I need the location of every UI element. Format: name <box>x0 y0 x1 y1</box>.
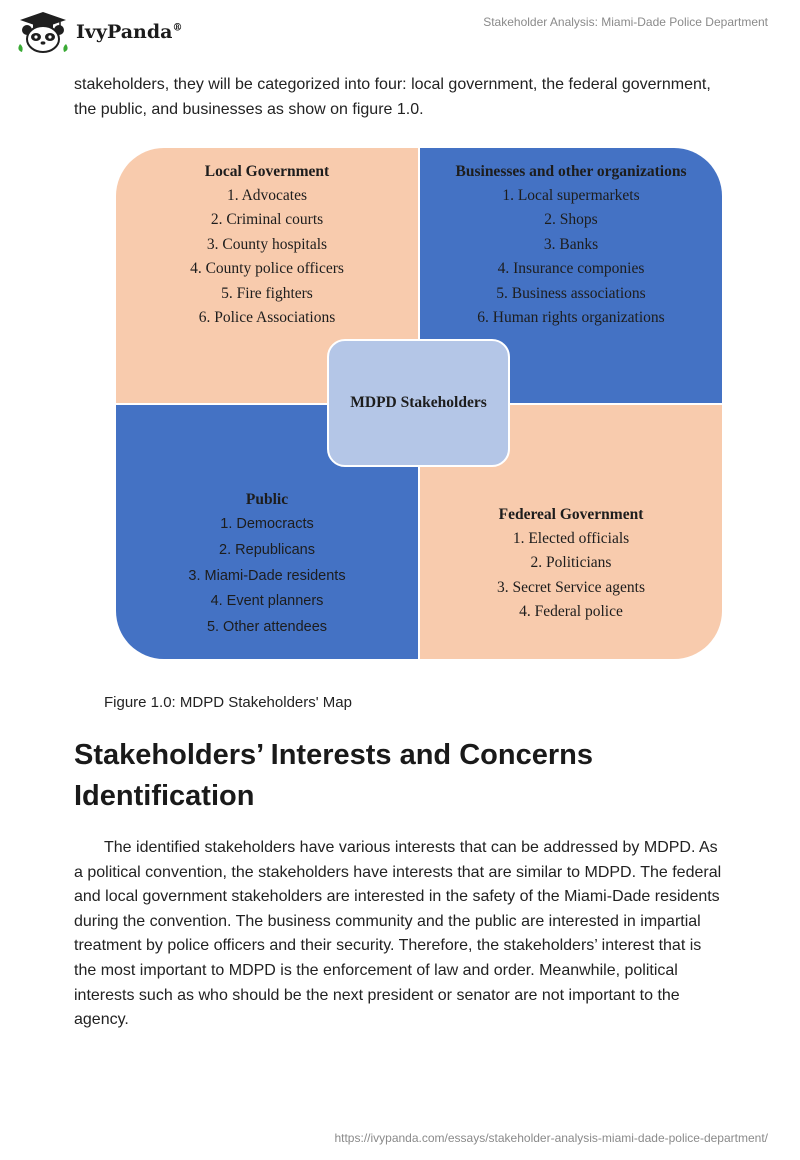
list-item: 5. Other attendees <box>206 619 328 636</box>
list-item: 2. Republicans <box>219 541 315 558</box>
list-item: 5. Fire fighters <box>221 284 313 302</box>
figure-caption: Figure 1.0: MDPD Stakeholders' Map <box>104 694 352 711</box>
public-list <box>116 488 418 641</box>
public-title: Public <box>245 491 289 508</box>
list-item: 4. Event planners <box>210 593 324 610</box>
list-item: 1. Democracts <box>220 516 314 532</box>
list-item: 1. Advocates <box>226 187 308 204</box>
list-item: 6. Police Associations <box>198 309 336 327</box>
panda-mascot-icon <box>14 10 72 54</box>
list-item: 4. Insurance componies <box>497 260 645 278</box>
local-government-title: Local Government <box>204 163 330 180</box>
list-item: 4. County police officers <box>190 260 344 278</box>
list-item: 4. Federal police <box>519 603 623 621</box>
businesses-list <box>420 160 722 330</box>
list-item: 3. Miami-Dade residents <box>188 567 346 584</box>
center-node-mdpd-stakeholders: MDPD Stakeholders <box>327 339 510 467</box>
stakeholders-map-figure <box>116 148 722 659</box>
list-item: 1. Elected officials <box>512 530 630 547</box>
intro-paragraph: stakeholders, they will be categorized into four: local government, the federal government, the public, and businesses as show on figure 1.0. <box>74 76 711 118</box>
list-item: 3. Secret Service agents <box>496 578 646 596</box>
list-item: 2. Politicians <box>530 554 612 572</box>
federal-government-list <box>420 503 722 625</box>
businesses-title: Businesses and other organizations <box>455 163 687 180</box>
section-heading: Stakeholders’ Interests and Concerns Identification <box>74 739 593 812</box>
list-item: 6. Human rights organizations <box>477 309 665 327</box>
list-item: 5. Business associations <box>496 284 646 302</box>
brand-name: IvyPanda® <box>76 21 183 43</box>
footer-url-link[interactable]: https://ivypanda.com/essays/stakeholder-analysis-miami-dade-police-department/ <box>334 1131 768 1145</box>
list-item: 3. Banks <box>543 235 599 253</box>
federal-government-title: Federeal Government <box>498 506 644 523</box>
document-title: Stakeholder Analysis: Miami-Dade Police Department <box>483 15 768 29</box>
list-item: 2. Criminal courts <box>210 211 324 229</box>
page-header <box>0 0 800 62</box>
body-paragraph: The identified stakeholders have various interests that can be addressed by MDPD. As a political convention, the stakeholders have interests that are similar to MDPD. The federal and local government stakeholders are interested in the safety of the Miami-Dade residents during the convention. The business community and the public are interested in impartial treatment by police officers and their security. Therefore, the stakeholders’ interest that is the most important to MDPD is the enforcement of law and order. Meanwhile, political interests such as who should be the next president or senator are not important to the agency. <box>74 839 722 1029</box>
local-government-list <box>116 160 418 330</box>
list-item: 2. Shops <box>544 211 598 229</box>
ivypanda-logo[interactable] <box>14 10 182 54</box>
list-item: 3. County hospitals <box>206 235 328 253</box>
list-item: 1. Local supermarkets <box>502 187 640 204</box>
